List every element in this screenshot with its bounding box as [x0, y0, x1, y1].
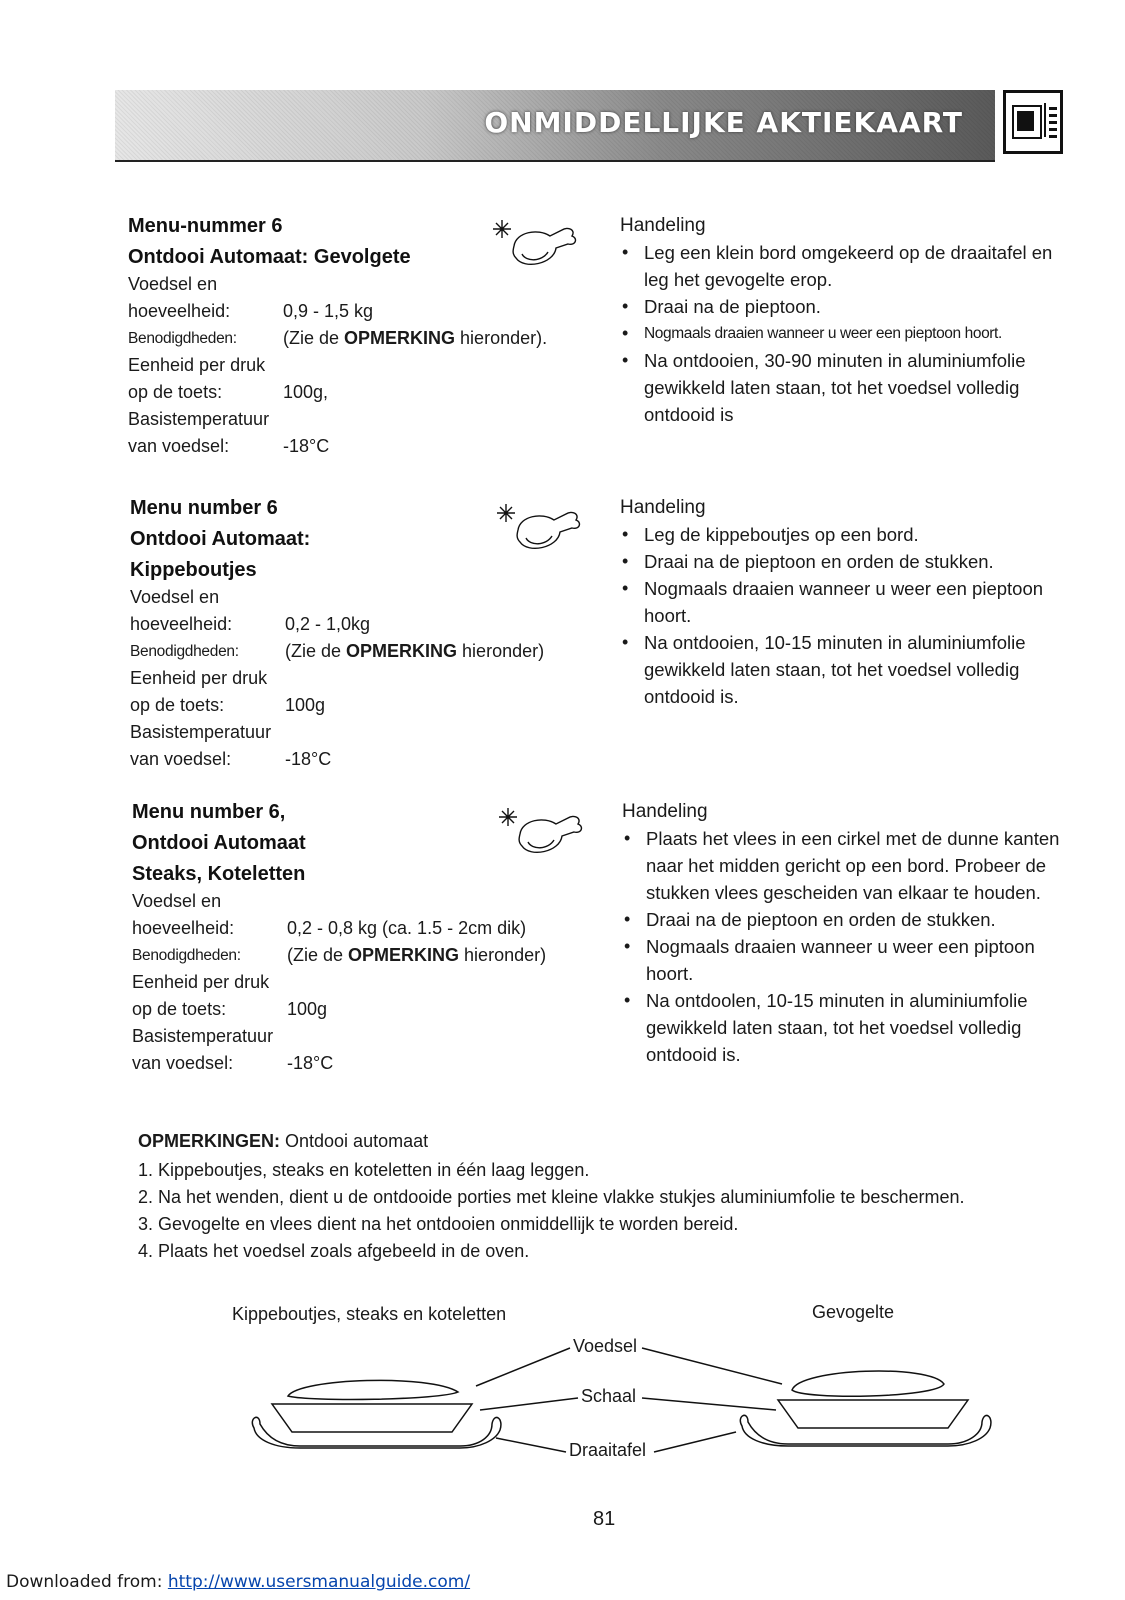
step-item: • Leg een klein bord omgekeerd op de draaitafel en leg het gevogelte erop.	[620, 239, 1080, 293]
remark-item: 1. Kippeboutjes, steaks en koteletten in één laag leggen.	[138, 1160, 590, 1180]
header-banner	[115, 90, 995, 162]
spec-value-bold: OPMERKING	[346, 641, 458, 661]
spec-label: Benodigdheden:	[130, 643, 239, 660]
step-item: • Draai na de pieptoon.	[620, 293, 1080, 320]
step-item: • Nogmaals draaien wanneer u weer een pieptoon hoort.	[620, 320, 1080, 347]
spec-label: Voedsel en	[132, 891, 222, 911]
remark-item: 3. Gevogelte en vlees dient na het ontdooien onmiddellijk te worden bereid.	[138, 1214, 739, 1234]
remarks-block	[138, 1128, 1038, 1265]
footer-prefix: Downloaded from:	[6, 1572, 168, 1592]
remark-item: 2. Na het wenden, dient u de ontdooide porties met kleine vlakke stukjes aluminiumfolie te beschermen.	[138, 1187, 965, 1207]
microwave-icon	[1003, 90, 1063, 154]
spec-value: 0,2 - 0,8 kg (ca. 1.5 - 2cm dik)	[287, 918, 527, 938]
spec-value: (Zie de	[283, 328, 345, 348]
spec-label: Basistemperatuur	[128, 409, 270, 429]
section-subheading: Steaks, Koteletten	[132, 863, 306, 885]
section-heading: Menu number 6,	[132, 801, 286, 823]
label-draaitafel: Draaitafel	[569, 1440, 647, 1460]
page-number: 81	[593, 1508, 616, 1530]
frozen-chicken-icon	[494, 804, 586, 858]
spec-label: van voedsel:	[128, 436, 230, 456]
banner-title: ONMIDDELLIJKE AKTIEKAART	[484, 106, 963, 139]
spec-value-bold: OPMERKING	[344, 328, 456, 348]
instructions	[622, 798, 1082, 1068]
spec-label: Basistemperatuur	[132, 1026, 274, 1046]
step-item: • Leg de kippeboutjes op een bord.	[620, 521, 1080, 548]
step-item: • Na ontdooien, 30-90 minuten in aluminiumfolie gewikkeld laten staan, tot het voedsel volledig ontdooid is	[620, 347, 1080, 428]
step-item: • Draai na de pieptoon en orden de stukken.	[622, 906, 1082, 933]
spec-label: hoeveelheid:	[128, 301, 231, 321]
remarks-title: OPMERKINGEN:	[138, 1131, 281, 1151]
section-heading: Menu-nummer 6	[128, 215, 283, 237]
handeling-label: Handeling	[622, 801, 708, 822]
spec-label: van voedsel:	[132, 1053, 234, 1073]
spec-value: hieronder)	[457, 641, 545, 661]
spec-label: van voedsel:	[130, 749, 232, 769]
step-item: • Nogmaals draaien wanneer u weer een pieptoon hoort.	[620, 575, 1080, 629]
spec-value: (Zie de	[285, 641, 347, 661]
spec-label: Benodigdheden:	[132, 947, 241, 964]
spec-label: op de toets:	[132, 999, 227, 1019]
spec-label: op de toets:	[128, 382, 223, 402]
remarks-subtitle: Ontdooi automaat	[280, 1131, 429, 1151]
step-item: • Plaats het vlees in een cirkel met de dunne kanten naar het midden gericht op een bord. Probeer de stukken vlees gescheiden van elkaar te houden.	[622, 825, 1082, 906]
spec-value: 100g,	[283, 382, 329, 402]
label-schaal: Schaal	[581, 1386, 637, 1406]
handeling-label: Handeling	[620, 215, 706, 236]
instructions	[620, 212, 1080, 428]
spec-value: -18°C	[287, 1053, 334, 1073]
spec-label: Benodigdheden:	[128, 330, 237, 347]
footer	[6, 1572, 470, 1592]
spec-value: 100g	[285, 695, 326, 715]
spec-value: hieronder)	[459, 945, 547, 965]
section-heading: Menu number 6	[130, 497, 278, 519]
spec-value: hieronder).	[455, 328, 548, 348]
spec-label: hoeveelheid:	[132, 918, 235, 938]
diagram-drawing	[230, 1300, 1030, 1490]
step-item: • Na ontdooien, 10-15 minuten in aluminiumfolie gewikkeld laten staan, tot het voedsel volledig ontdooid is.	[620, 629, 1080, 710]
section-subheading: Ontdooi Automaat	[132, 832, 306, 854]
diagram-left-title: Kippeboutjes, steaks en koteletten	[232, 1304, 507, 1324]
placement-diagram	[230, 1300, 1030, 1490]
spec-label: Voedsel en	[128, 274, 218, 294]
remark-item: 4. Plaats het voedsel zoals afgebeeld in de oven.	[138, 1241, 530, 1261]
spec-value: -18°C	[285, 749, 332, 769]
spec-value: -18°C	[283, 436, 330, 456]
label-voedsel: Voedsel	[573, 1336, 638, 1356]
step-item: • Na ontdoolen, 10-15 minuten in aluminiumfolie gewikkeld laten staan, tot het voedsel volledig ontdooid is.	[622, 987, 1082, 1068]
spec-label: hoeveelheid:	[130, 614, 233, 634]
frozen-chicken-icon	[492, 500, 584, 554]
spec-value: 100g	[287, 999, 328, 1019]
frozen-chicken-icon	[488, 216, 580, 270]
step-item: • Nogmaals draaien wanneer u weer een piptoon hoort.	[622, 933, 1082, 987]
spec-value: 0,2 - 1,0kg	[285, 614, 371, 634]
spec-value: 0,9 - 1,5 kg	[283, 301, 374, 321]
footer-link[interactable]: http://www.usersmanualguide.com/	[167, 1572, 471, 1592]
spec-label: Eenheid per druk	[132, 972, 270, 992]
handeling-label: Handeling	[620, 497, 706, 518]
spec-label: Eenheid per druk	[128, 355, 266, 375]
spec-label: Eenheid per druk	[130, 668, 268, 688]
spec-value-bold: OPMERKING	[348, 945, 460, 965]
spec-value: (Zie de	[287, 945, 349, 965]
spec-label: Basistemperatuur	[130, 722, 272, 742]
diagram-right-title: Gevogelte	[812, 1302, 895, 1322]
spec-label: op de toets:	[130, 695, 225, 715]
instructions	[620, 494, 1080, 710]
step-item: • Draai na de pieptoon en orden de stukken.	[620, 548, 1080, 575]
section-subheading: Kippeboutjes	[130, 559, 257, 581]
spec-label: Voedsel en	[130, 587, 220, 607]
section-subheading: Ontdooi Automaat:	[130, 528, 311, 550]
section-subheading: Ontdooi Automaat: Gevolgete	[128, 246, 411, 268]
